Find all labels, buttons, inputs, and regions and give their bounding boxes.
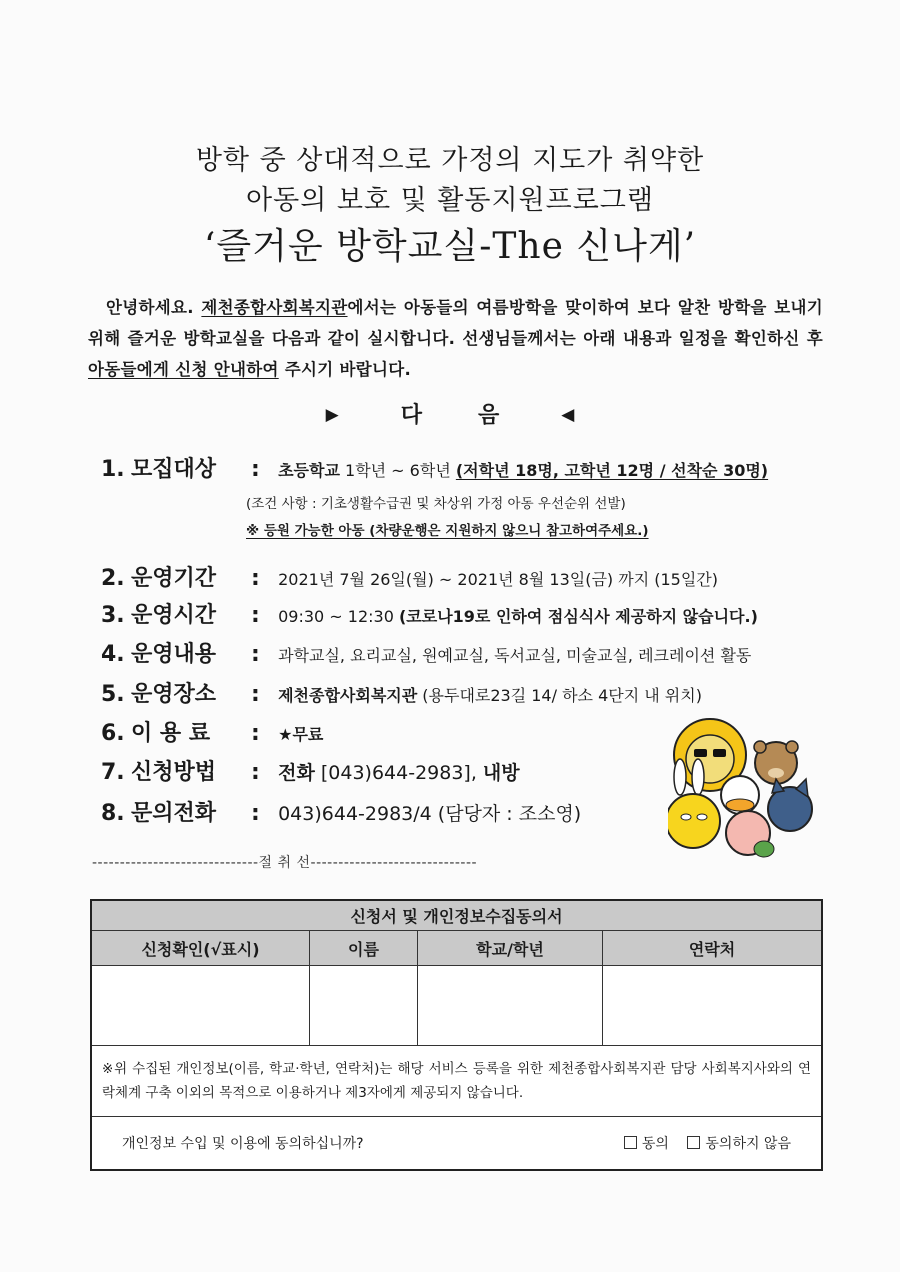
disagree-option[interactable]: 동의하지 않음 bbox=[687, 1136, 791, 1152]
item-hours: 3. 운영시간 : 09:30 ~ 12:30 (코로나19로 인하여 점심식사 제공하지 않습니다.) bbox=[101, 603, 758, 628]
application-form bbox=[90, 899, 823, 1171]
consent-row bbox=[91, 1117, 822, 1171]
triangle-left-icon: ◀ bbox=[561, 405, 575, 425]
item-location: 5. 운영장소 : 제천종합사회복지관 (용두대로23길 14/ 하소 4단지 내 위치) bbox=[101, 682, 702, 707]
school-grade-cell[interactable] bbox=[418, 966, 603, 1046]
notice-heading: ▶ 다 음 ◀ bbox=[325, 403, 575, 428]
cut-line: ------------------------------절 취 선------------------------------ bbox=[92, 855, 478, 871]
checkbox-icon[interactable] bbox=[624, 1136, 637, 1149]
item-recruit-target: 1. 모집대상 : 초등학교 1학년 ~ 6학년 (저학년 18명, 고학년 12명 / 선착순 30명) bbox=[101, 457, 769, 482]
title-line-2: 아동의 보호 및 활동지원프로그램 bbox=[246, 185, 654, 216]
item-apply-method: 7. 신청방법 : 전화 [043)644-2983], 내방 bbox=[101, 760, 520, 785]
col-contact: 연락처 bbox=[603, 931, 823, 966]
col-school-grade: 학교/학년 bbox=[418, 931, 603, 966]
contact-cell[interactable] bbox=[603, 966, 823, 1046]
apply-check-cell[interactable] bbox=[91, 966, 310, 1046]
col-name: 이름 bbox=[310, 931, 418, 966]
title-line-1: 방학 중 상대적으로 가정의 지도가 취약한 bbox=[195, 145, 705, 176]
agree-option[interactable]: 동의 bbox=[624, 1136, 669, 1152]
privacy-notice: ※위 수집된 개인정보(이름, 학교·학년, 연락처)는 해당 서비스 등록을 위한 제천종합사회복지관 담당 사회복지사와의 연락체계 구축 이외의 목적으로 이용하거나 제3자에게 제공되지 않습니다. bbox=[91, 1046, 822, 1117]
name-cell[interactable] bbox=[310, 966, 418, 1046]
kakao-friends-illustration bbox=[668, 717, 820, 859]
item-period: 2. 운영기간 : 2021년 7월 26일(월) ~ 2021년 8월 13일(금) 까지 (15일간) bbox=[101, 566, 718, 591]
intro-paragraph: 안녕하세요. 제천종합사회복지관에서는 아동들의 여름방학을 맞이하여 보다 알찬 방학을 보내기 위해 즐거운 방학교실을 다음과 같이 실시합니다. 선생님들께서는 아래 내용과 일정을 확인하신 후 아동들에게 신청 안내하여 주시기 바랍니다. bbox=[88, 298, 823, 379]
item-contact: 8. 문의전화 : 043)644-2983/4 (담당자 : 조소영) bbox=[101, 801, 582, 826]
organization-name: 제천종합사회복지관 bbox=[201, 298, 348, 317]
consent-question: 개인정보 수입 및 이용에 동의하십니까? bbox=[122, 1136, 364, 1152]
form-title: 신청서 및 개인정보수집동의서 bbox=[91, 900, 822, 931]
col-apply-check: 신청확인(√표시) bbox=[91, 931, 310, 966]
triangle-right-icon: ▶ bbox=[325, 405, 339, 425]
intro-underlined: 아동들에게 신청 안내하여 bbox=[88, 360, 279, 379]
program-title: ‘즐거운 방학교실-The 신나게’ bbox=[203, 226, 697, 267]
item-fee: 6. 이 용 료 : ★무료 bbox=[101, 721, 324, 746]
condition-note: (조건 사항 : 기초생활수급권 및 차상위 가정 아동 우선순위 선발) bbox=[246, 496, 626, 512]
checkbox-icon[interactable] bbox=[687, 1136, 700, 1149]
attendance-note: ※ 등원 가능한 아동 (차량운행은 지원하지 않으니 참고하여주세요.) bbox=[246, 523, 649, 539]
item-contents: 4. 운영내용 : 과학교실, 요리교실, 원예교실, 독서교실, 미술교실, 레크레이션 활동 bbox=[101, 642, 752, 667]
